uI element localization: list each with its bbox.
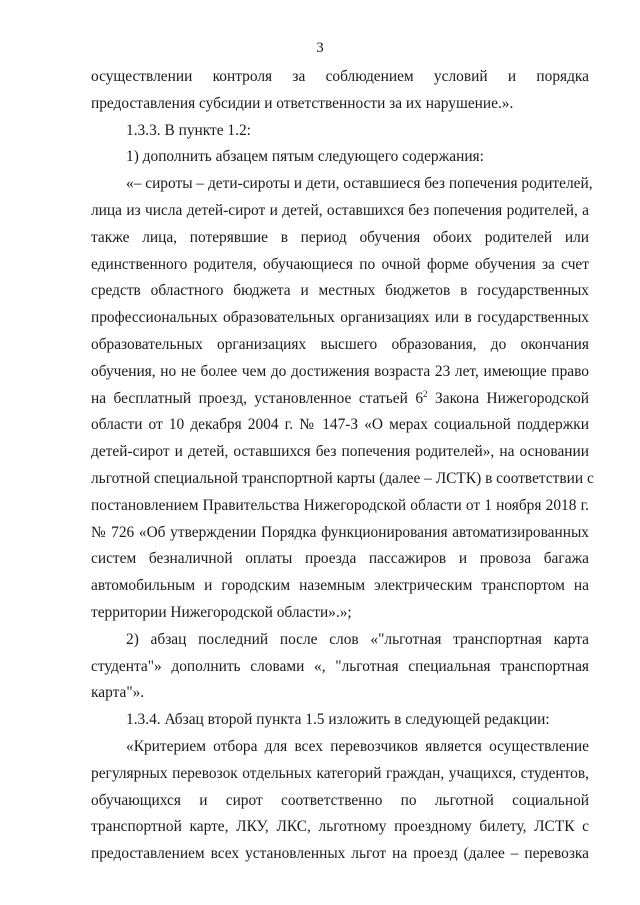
text-line: 1) дополнить абзацем пятым следующего содержания: [126,148,484,166]
text-line: 1.3.3. В пункте 1.2: [126,121,251,139]
text-line: «– сироты – дети-сироты и дети, оставшиеся без попечения родителей, [126,175,593,193]
text-line: льготной специальной транспортной карты (далее – ЛСТК) в соответствии с [91,469,594,487]
text-line-part: Закона Нижегородской [427,389,589,407]
page-number: 3 [316,40,324,56]
text-line: № 726 «Об утверждении Порядка функционирования автоматизированных [91,523,589,541]
text-line: предоставления субсидии и ответственности за их нарушение.». [91,94,514,112]
text-line: студента"» дополнить словами «, "льготная специальная транспортная [91,657,589,675]
text-line: образовательных организациях высшего образования, до окончания [91,335,589,353]
text-line: территории Нижегородской области».»; [91,603,352,621]
text-line-part: на бесплатный проезд, установленное статьей 6 [91,389,424,407]
text-line: транспортной карте, ЛКУ, ЛКС, льготному проездному билету, ЛСТК с [91,818,589,836]
text-line: 2) абзац последний после слов «"льготная транспортная карта [126,630,589,648]
text-line: обучения, но не более чем до достижения возраста 23 лет, имеющие право [91,362,589,380]
superscript: 2 [423,388,428,399]
text-line: единственного родителя, обучающиеся по очной форме обучения за счет [91,255,589,273]
text-line: систем безналичной оплаты проезда пассажиров и провоза багажа [91,550,589,568]
document-body [91,64,594,868]
text-line: регулярных перевозок отдельных категорий граждан, учащихся, студентов, [91,764,589,782]
text-line: «Критерием отбора для всех перевозчиков является осуществление [126,737,589,755]
text-line: области от 10 декабря 2004 г. № 147-З «О мерах социальной поддержки [91,416,589,434]
text-line: детей-сирот и детей, оставшихся без попечения родителей», на основании [91,443,589,461]
text-line: карта"». [91,684,145,702]
text-line: профессиональных образовательных организациях или в государственных [91,309,589,327]
text-line: средств областного бюджета и местных бюджетов в государственных [91,282,589,300]
text-line: осуществлении контроля за соблюдением условий и порядка [91,68,589,85]
text-line: предоставлением всех установленных льгот на проезд (далее – перевозка [91,845,589,863]
text-line: обучающихся и сирот соответственно по льготной социальной [91,791,589,809]
text-line: лица из числа детей-сирот и детей, оставшихся без попечения родителей, а [91,201,589,219]
text-line: постановлением Правительства Нижегородской области от 1 ноября 2018 г. [91,496,589,514]
text-line: 1.3.4. Абзац второй пункта 1.5 изложить в следующей редакции: [126,711,550,729]
text-line: автомобильным и городским наземным электрическим транспортом на [91,577,589,595]
text-line: также лица, потерявшие в период обучения обоих родителей или [91,228,589,246]
text-line [91,386,589,413]
